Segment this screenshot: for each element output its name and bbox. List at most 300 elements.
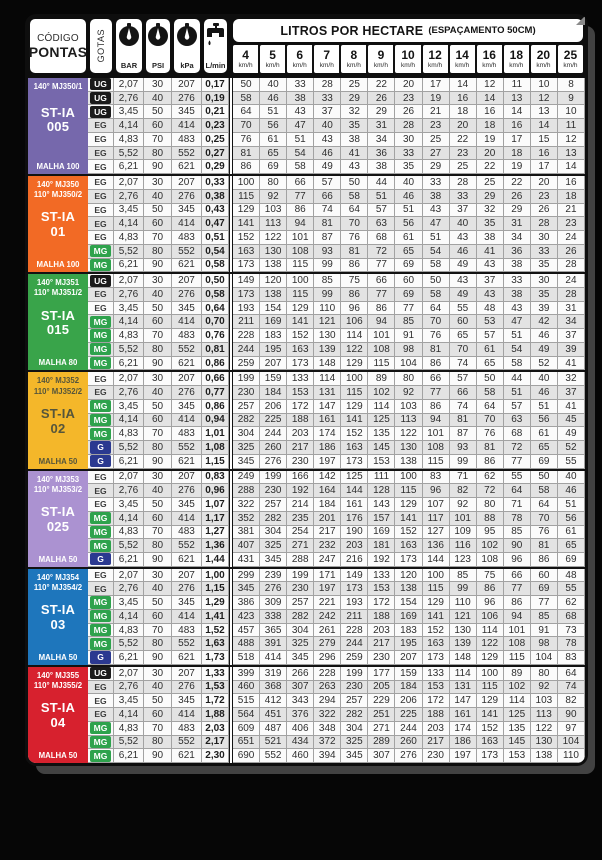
- nozzle-series: ST-IA: [40, 104, 76, 120]
- rate-cell: 95: [477, 526, 504, 540]
- rate-cell: 282: [341, 708, 368, 722]
- kpa-cell: 621: [172, 651, 202, 665]
- rate-cell: 54: [287, 147, 314, 161]
- rate-cell: 51: [260, 105, 287, 119]
- rate-cell: 101: [287, 231, 314, 245]
- rate-cell: 70: [233, 119, 260, 133]
- rate-cell: 20: [395, 78, 422, 92]
- speed-header-cell: [558, 45, 583, 73]
- rate-cell: 56: [558, 512, 585, 526]
- kpa-unit-header: [174, 19, 200, 73]
- rate-cell: 152: [423, 624, 450, 638]
- rate-cell: 37: [558, 329, 585, 343]
- rate-cell: 276: [260, 582, 287, 596]
- rate-cell: 115: [504, 651, 531, 665]
- rate-cell: 13: [531, 105, 558, 119]
- lmin-cell: 2,17: [202, 736, 229, 750]
- rate-cell: 46: [314, 147, 341, 161]
- kpa-cell: 207: [172, 78, 202, 92]
- rate-cell: 78: [558, 637, 585, 651]
- table-row: [88, 92, 585, 106]
- rate-cell: 143: [368, 498, 395, 512]
- nozzle-rate-table-card: [25, 14, 588, 766]
- nozzle-group-label: [28, 78, 88, 174]
- kpa-cell: 483: [172, 722, 202, 736]
- nozzle-model-lines: [34, 671, 82, 691]
- nozzle-group: [28, 174, 585, 272]
- psi-cell: 90: [144, 651, 172, 665]
- rate-cell: 28: [395, 119, 422, 133]
- rate-cell: 174: [450, 722, 477, 736]
- rate-cell: 190: [341, 526, 368, 540]
- rate-cell: 229: [368, 694, 395, 708]
- nozzle-model-lines: [34, 82, 83, 92]
- rate-cell: 116: [450, 539, 477, 553]
- code-pontas-header: [30, 19, 86, 73]
- rate-cell: 217: [423, 736, 450, 750]
- kpa-cell: 345: [172, 498, 202, 512]
- rate-cell: 38: [477, 231, 504, 245]
- psi-cell: 40: [144, 681, 172, 695]
- rate-cell: 60: [395, 274, 422, 288]
- lmin-cell: 1,17: [202, 512, 229, 526]
- rate-cell: 289: [368, 736, 395, 750]
- psi-cell: 60: [144, 414, 172, 428]
- rate-cell: 62: [477, 471, 504, 485]
- rate-cell: 66: [450, 386, 477, 400]
- nozzle-model-lines: [34, 376, 82, 396]
- speed-unit: km/h: [482, 62, 497, 69]
- nozzle-mesh: MALHA 100: [36, 162, 80, 172]
- rate-cell: 282: [233, 414, 260, 428]
- gotas-cell: [88, 400, 114, 414]
- psi-cell: 40: [144, 288, 172, 302]
- gotas-cell: [88, 288, 114, 302]
- rate-cell: 114: [477, 624, 504, 638]
- rate-cell: 115: [477, 681, 504, 695]
- psi-cell: 80: [144, 147, 172, 161]
- rate-cell: 172: [368, 596, 395, 610]
- rate-cell: 33: [531, 245, 558, 259]
- rate-cell: 129: [395, 498, 422, 512]
- rate-cell: 55: [558, 455, 585, 469]
- rate-cell: 115: [287, 288, 314, 302]
- rate-cell: 135: [368, 427, 395, 441]
- rate-cell: 63: [368, 217, 395, 231]
- rate-cell: 63: [504, 414, 531, 428]
- rate-cell: 30: [395, 133, 422, 147]
- rate-cell: 100: [233, 176, 260, 190]
- gotas-cell: [88, 667, 114, 681]
- rate-cell: 43: [287, 105, 314, 119]
- psi-cell: 60: [144, 315, 172, 329]
- speed-header-cell: [287, 45, 314, 73]
- rate-cell: 24: [558, 274, 585, 288]
- nozzle-mesh: MALHA 80: [38, 358, 78, 368]
- kpa-cell: 345: [172, 302, 202, 316]
- rate-cell: 98: [395, 343, 422, 357]
- nozzle-mesh: MALHA 100: [36, 260, 80, 270]
- gotas-cell: [88, 372, 114, 386]
- rate-cell: 271: [368, 722, 395, 736]
- rate-cell: 49: [314, 160, 341, 174]
- rate-cell: 28: [314, 78, 341, 92]
- lmin-cell: 1,36: [202, 539, 229, 553]
- speed-value: 25: [563, 48, 578, 62]
- droplet-class-badge: EG: [94, 569, 107, 580]
- rate-cell: 230: [287, 455, 314, 469]
- rate-cell: 18: [450, 105, 477, 119]
- gotas-cell: [88, 498, 114, 512]
- bar-cell: 4,83: [114, 624, 144, 638]
- rate-cell: 188: [287, 414, 314, 428]
- table-row: [88, 455, 585, 469]
- rate-cell: 88: [477, 512, 504, 526]
- rate-cell: 32: [558, 372, 585, 386]
- bar-cell: 3,45: [114, 204, 144, 218]
- rate-cell: 26: [531, 204, 558, 218]
- rate-cell: 69: [558, 553, 585, 567]
- rate-cell: 48: [558, 569, 585, 583]
- speed-header-cell: [233, 45, 260, 73]
- droplet-class-badge: G: [90, 441, 111, 453]
- rate-cell: 99: [314, 259, 341, 273]
- lmin-cell: 0,58: [202, 259, 229, 273]
- kpa-cell: 345: [172, 694, 202, 708]
- faucet-icon: [205, 23, 227, 47]
- rate-cell: 77: [287, 190, 314, 204]
- kpa-cell: 552: [172, 245, 202, 259]
- rate-cell: 60: [531, 569, 558, 583]
- speed-unit: km/h: [400, 62, 416, 69]
- rate-cell: 125: [504, 708, 531, 722]
- rate-cell: 16: [558, 176, 585, 190]
- nozzle-model: 140° MJ354: [36, 572, 80, 582]
- rate-cell: 19: [477, 133, 504, 147]
- speed-value: 10: [401, 48, 415, 62]
- rate-cell: 31: [368, 119, 395, 133]
- rate-cell: 44: [368, 176, 395, 190]
- rate-cell: 145: [504, 736, 531, 750]
- rate-cell: 487: [260, 722, 287, 736]
- rate-cell: 69: [260, 160, 287, 174]
- rate-cell: 348: [314, 722, 341, 736]
- bar-cell: 2,07: [114, 78, 144, 92]
- rate-cell: 86: [531, 553, 558, 567]
- nozzle-model: 140° MJ352: [36, 376, 80, 386]
- psi-cell: 30: [144, 176, 172, 190]
- rate-cell: 65: [260, 147, 287, 161]
- speed-unit: km/h: [428, 62, 443, 69]
- rate-cell: 82: [450, 484, 477, 498]
- rate-cell: 75: [341, 274, 368, 288]
- psi-cell: 90: [144, 357, 172, 371]
- rate-cell: 129: [423, 596, 450, 610]
- lmin-cell: 0,96: [202, 484, 229, 498]
- rate-cell: 172: [287, 400, 314, 414]
- lmin-cell: 0,83: [202, 471, 229, 485]
- nozzle-size: 015: [46, 322, 70, 338]
- gotas-cell: [88, 78, 114, 92]
- speed-value: 4: [242, 48, 249, 62]
- rate-cell: 186: [314, 441, 341, 455]
- rate-cell: 16: [477, 105, 504, 119]
- rate-cell: 108: [504, 637, 531, 651]
- table-row: [88, 119, 585, 133]
- lmin-cell: 0,66: [202, 372, 229, 386]
- rate-cell: 50: [233, 78, 260, 92]
- lmin-cell: 1,44: [202, 553, 229, 567]
- kpa-cell: 621: [172, 259, 202, 273]
- rate-cell: 32: [341, 105, 368, 119]
- lmin-cell: 1,01: [202, 427, 229, 441]
- rate-cell: 257: [287, 596, 314, 610]
- rate-cell: 22: [477, 160, 504, 174]
- rate-cell: 61: [260, 133, 287, 147]
- nozzle-series: ST-IA: [40, 209, 76, 225]
- rate-cell: 65: [477, 357, 504, 371]
- lmin-cell: 0,94: [202, 414, 229, 428]
- rate-cell: 111: [368, 471, 395, 485]
- nozzle-model: 140° MJ355: [36, 670, 80, 680]
- rate-cell: 87: [314, 231, 341, 245]
- droplet-class-badge: EG: [94, 499, 107, 510]
- speed-value: 12: [428, 48, 442, 62]
- rate-cell: 60: [450, 315, 477, 329]
- rate-cell: 177: [368, 667, 395, 681]
- rate-cell: 20: [477, 147, 504, 161]
- rate-cell: 91: [531, 624, 558, 638]
- rate-cell: 58: [504, 357, 531, 371]
- gotas-cell: [88, 274, 114, 288]
- rate-cell: 161: [450, 708, 477, 722]
- lmin-cell: 0,54: [202, 245, 229, 259]
- rate-cell: 55: [450, 302, 477, 316]
- speed-unit: km/h: [455, 62, 470, 69]
- rate-cell: 108: [368, 343, 395, 357]
- rate-cell: 25: [477, 176, 504, 190]
- droplet-class-badge: UG: [90, 106, 111, 118]
- rate-cell: 83: [558, 651, 585, 665]
- rate-cell: 244: [233, 343, 260, 357]
- bar-cell: 2,76: [114, 681, 144, 695]
- rate-cell: 51: [395, 204, 422, 218]
- rate-cell: 85: [504, 526, 531, 540]
- rate-cell: 257: [233, 400, 260, 414]
- table-row: [88, 105, 585, 119]
- rate-cell: 33: [450, 190, 477, 204]
- table-row: [88, 651, 585, 665]
- gotas-cell: [88, 302, 114, 316]
- rate-cell: 43: [504, 302, 531, 316]
- rate-cell: 139: [314, 343, 341, 357]
- speed-value: 9: [377, 48, 385, 62]
- rate-cell: 457: [233, 624, 260, 638]
- rate-cell: 309: [260, 596, 287, 610]
- rate-cell: 211: [233, 315, 260, 329]
- rate-cell: 65: [395, 245, 422, 259]
- psi-unit-header: [146, 19, 170, 73]
- rate-cell: 24: [558, 231, 585, 245]
- rate-cell: 232: [314, 539, 341, 553]
- gotas-cell: [88, 441, 114, 455]
- rate-cell: 72: [368, 245, 395, 259]
- rate-cell: 108: [423, 441, 450, 455]
- rate-cell: 399: [233, 667, 260, 681]
- rate-cell: 103: [531, 694, 558, 708]
- flow-unit-header: [204, 19, 227, 73]
- rate-cell: 87: [450, 427, 477, 441]
- nozzle-code: [41, 210, 75, 240]
- table-row: [88, 288, 585, 302]
- rate-cell: 100: [395, 471, 422, 485]
- rate-cell: 254: [287, 526, 314, 540]
- rate-cell: 100: [423, 569, 450, 583]
- rate-cell: 66: [504, 569, 531, 583]
- droplet-class-badge: UG: [90, 92, 111, 104]
- gotas-cell: [88, 471, 114, 485]
- gotas-cell: [88, 190, 114, 204]
- psi-cell: 80: [144, 736, 172, 750]
- rate-cell: 394: [314, 749, 341, 763]
- rate-cell: 32: [477, 204, 504, 218]
- gotas-cell: [88, 637, 114, 651]
- kpa-cell: 621: [172, 455, 202, 469]
- psi-cell: 40: [144, 386, 172, 400]
- rate-cell: 251: [368, 708, 395, 722]
- rate-cell: 115: [341, 386, 368, 400]
- rate-cell: 115: [287, 259, 314, 273]
- rate-cell: 38: [341, 133, 368, 147]
- gotas-cell: [88, 231, 114, 245]
- rate-cell: 192: [287, 484, 314, 498]
- rate-cell: 325: [233, 441, 260, 455]
- rate-cell: 122: [531, 722, 558, 736]
- rate-cell: 18: [558, 190, 585, 204]
- lmin-cell: 0,33: [202, 176, 229, 190]
- droplet-class-badge: MG: [90, 259, 111, 271]
- rate-cell: 56: [531, 414, 558, 428]
- rate-cell: 352: [233, 512, 260, 526]
- nozzle-group: [28, 78, 585, 174]
- rate-cell: 365: [260, 624, 287, 638]
- nozzle-model-lines: [34, 475, 82, 495]
- rate-cell: 77: [504, 582, 531, 596]
- rate-cell: 325: [287, 637, 314, 651]
- rate-cell: 39: [531, 302, 558, 316]
- speed-value: 5: [269, 48, 276, 62]
- bar-cell: 2,76: [114, 190, 144, 204]
- kpa-cell: 414: [172, 610, 202, 624]
- rate-cell: 133: [423, 667, 450, 681]
- speed-value: 8: [350, 48, 358, 62]
- rate-cell: 130: [450, 624, 477, 638]
- droplet-class-badge: MG: [90, 357, 111, 369]
- droplet-class-badge: UG: [90, 78, 111, 90]
- rate-cell: 17: [531, 160, 558, 174]
- lmin-cell: 0,23: [202, 119, 229, 133]
- table-row: [88, 553, 585, 567]
- rate-cell: 192: [368, 553, 395, 567]
- psi-cell: 60: [144, 708, 172, 722]
- rate-cell: 74: [558, 681, 585, 695]
- rate-cell: 49: [558, 427, 585, 441]
- droplet-class-badge: MG: [90, 343, 111, 355]
- rate-cell: 8: [558, 78, 585, 92]
- rate-cell: 257: [260, 498, 287, 512]
- bar-cell: 2,76: [114, 92, 144, 106]
- droplet-class-badge: UG: [90, 667, 111, 679]
- rate-cell: 86: [423, 400, 450, 414]
- rate-cell: 81: [341, 245, 368, 259]
- rate-cell: 257: [341, 694, 368, 708]
- rate-cell: 18: [477, 119, 504, 133]
- kpa-cell: 207: [172, 569, 202, 583]
- lmin-cell: 1,73: [202, 651, 229, 665]
- lmin-cell: 0,86: [202, 357, 229, 371]
- rate-cell: 86: [341, 288, 368, 302]
- rate-cell: 135: [504, 722, 531, 736]
- kpa-cell: 621: [172, 749, 202, 763]
- kpa-cell: 621: [172, 357, 202, 371]
- rate-cell: 101: [423, 427, 450, 441]
- bar-cell: 3,45: [114, 105, 144, 119]
- rate-cell: 214: [287, 498, 314, 512]
- rate-cell: 188: [423, 708, 450, 722]
- rate-cell: 93: [450, 441, 477, 455]
- rate-cell: 55: [558, 582, 585, 596]
- psi-cell: 40: [144, 582, 172, 596]
- rate-cell: 14: [531, 119, 558, 133]
- droplet-class-badge: EG: [94, 387, 107, 398]
- droplet-class-badge: EG: [94, 204, 107, 215]
- rate-cell: 38: [423, 190, 450, 204]
- rate-cell: 247: [314, 553, 341, 567]
- rate-cell: 92: [531, 681, 558, 695]
- rate-cell: 31: [558, 302, 585, 316]
- rate-cell: 34: [504, 231, 531, 245]
- lmin-cell: 1,33: [202, 667, 229, 681]
- rate-cell: 55: [504, 471, 531, 485]
- rate-cell: 115: [423, 582, 450, 596]
- kpa-cell: 276: [172, 92, 202, 106]
- droplet-class-badge: EG: [94, 681, 107, 692]
- rate-cell: 80: [531, 667, 558, 681]
- nozzle-group: [28, 665, 585, 763]
- nozzle-size: 03: [50, 616, 66, 632]
- lmin-cell: 0,77: [202, 386, 229, 400]
- rate-cell: 515: [233, 694, 260, 708]
- rate-cell: 144: [341, 484, 368, 498]
- psi-label: PSI: [151, 61, 165, 70]
- rate-cell: 110: [558, 749, 585, 763]
- rate-cell: 263: [314, 681, 341, 695]
- rate-cell: 407: [233, 539, 260, 553]
- rate-cell: 197: [450, 749, 477, 763]
- rate-cell: 80: [395, 372, 422, 386]
- rate-cell: 68: [558, 610, 585, 624]
- rate-cell: 381: [233, 526, 260, 540]
- droplet-class-badge: MG: [90, 414, 111, 426]
- rate-cell: 86: [341, 259, 368, 273]
- rate-cell: 58: [423, 259, 450, 273]
- rate-cell: 108: [477, 553, 504, 567]
- rate-cell: 76: [531, 526, 558, 540]
- rate-cell: 144: [423, 553, 450, 567]
- speed-unit: km/h: [536, 62, 551, 69]
- rate-cell: 81: [531, 539, 558, 553]
- rate-cell: 57: [368, 204, 395, 218]
